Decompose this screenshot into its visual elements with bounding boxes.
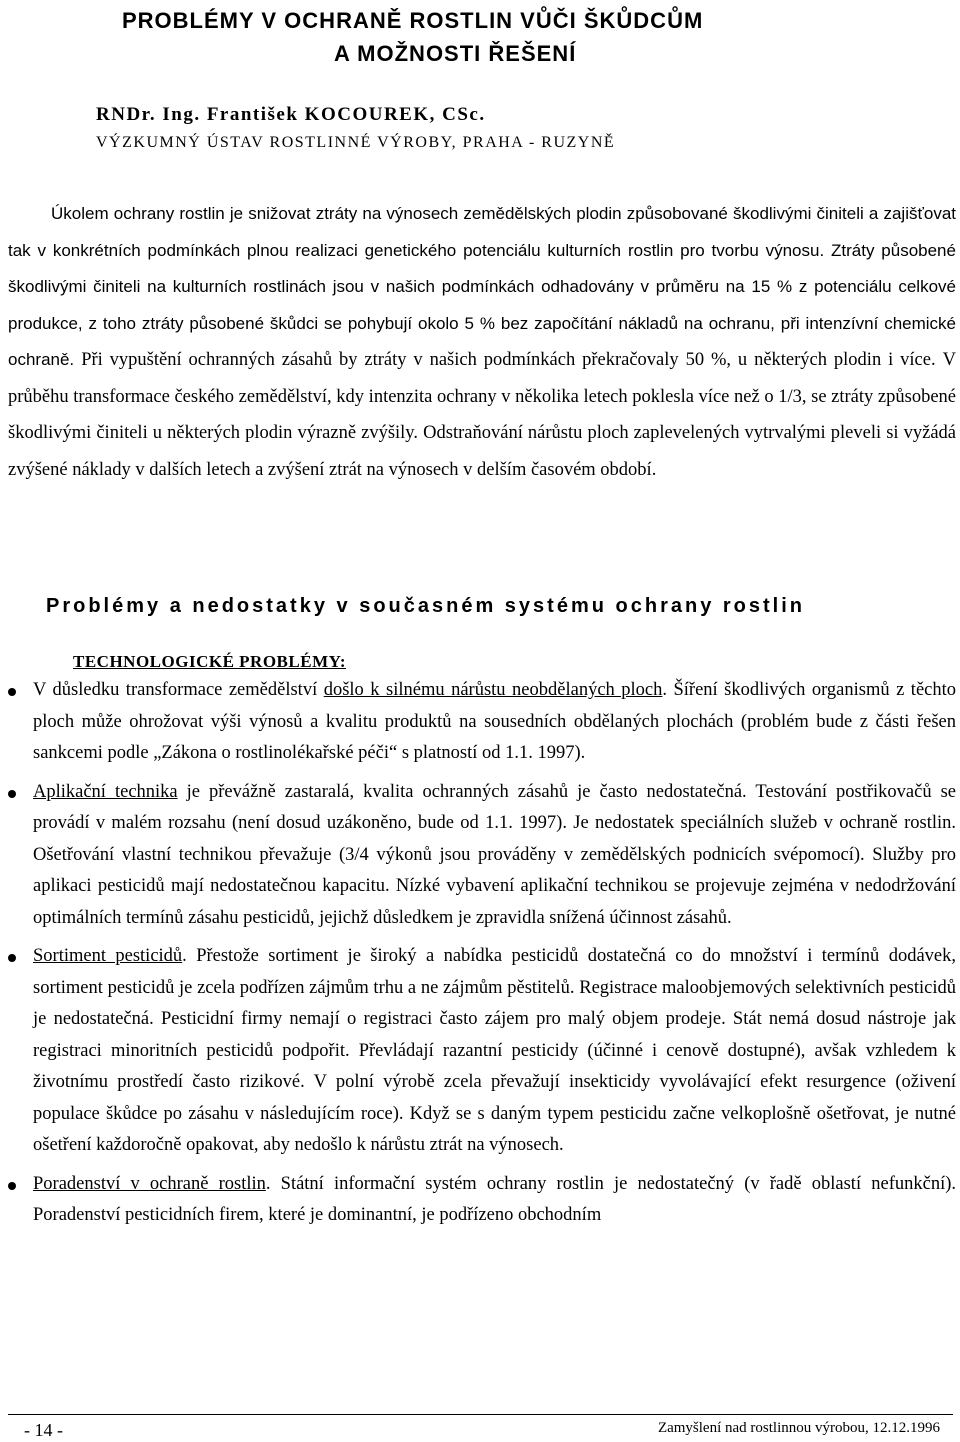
page-number: - 14 - [24, 1420, 63, 1440]
document-title [122, 4, 703, 70]
list-item [0, 675, 960, 770]
list-item-text: V důsledku transformace zemědělství [33, 680, 324, 700]
list-item-text: je převážně zastaralá, kvalita ochranných zásahů je často nedostatečná. Testování postřikovačů se provádí v malém rozsahu (není dosud uzákoněno, bude od 1.1. 1997). Je nedostatek speciálních služeb v ochraně rostlin. Ošetřování vlastní technikou převažuje (3/4 výkonů jsou prováděny v zemědělských podnicích svépomocí). Služby pro aplikaci pesticidů mají nedostatečnou kapacitu. Nízké vybavení aplikační technikou se projevuje zejména v nedodržování optimálních termínů zásahu pesticidů, jejichž důsledkem je zpravidla snížená účinnost zásahů. [33, 781, 957, 928]
list-item-text: . Státní informační systém ochrany rostlin je nedostatečný (v řadě oblastí nefunkční). Poradenství pesticidních firem, které je dominantní, je podřízeno obchodním [33, 1173, 956, 1225]
list-item-underlined: Aplikační technika [33, 781, 178, 802]
intro-part-1: Úkolem ochrany rostlin je snižovat ztráty na výnosech zemědělských plodin způsobované škodlivými činiteli a zajišťovat tak v konkrétních podmínkách plnou realizaci genetického potenciálu kulturních rostlin pro tvorbu výnosu. [8, 204, 956, 260]
bullet-icon [8, 790, 16, 798]
section-heading: Problémy a nedostatky v současném systému ochrany rostlin [46, 595, 805, 617]
footer-divider [8, 1414, 953, 1415]
author-name: RNDr. Ing. František KOCOUREK, CSc. [96, 104, 486, 125]
intro-paragraph [8, 196, 956, 488]
title-line-1: PROBLÉMY V OCHRANĚ ROSTLIN VŮČI ŠKŮDCŮM [122, 8, 704, 33]
author-institute: VÝZKUMNÝ ÚSTAV ROSTLINNÉ VÝROBY, PRAHA - RUZYNĚ [96, 134, 616, 151]
problem-list [0, 675, 960, 1239]
list-item-underlined: Sortiment pesticidů [33, 946, 183, 966]
list-item [0, 777, 960, 935]
list-item [0, 1169, 960, 1232]
list-item-text: . Šíření škodlivých organismů z těchto ploch může ohrožovat výši výnosů a kvalitu produktů na sousedních obdělaných plochách (problém bude z části řešen sankcemi podle „Zákona o rostlinolékařské péči“ s platností od 1.1. 1997). [33, 680, 957, 763]
list-item-text: . Přestože sortiment je široký a nabídka pesticidů dostatečná co do množství i termínů dodávek, sortiment pesticidů je zcela podřízen zájmům trhu a ne zájmům pěstitelů. Registrace maloobjemových selektivních pesticidů je nedostatečná. Pesticidní firmy nemají o registraci často zájem pro malý objem prodeje. Stát nemá dosud nástroje jak registraci minoritních pesticidů podpořit. Převládají razantní pesticidy (účinné i cenově dostupné), avšak vzhledem k životnímu prostředí často rizikové. V polní výrobě zcela převažují insekticidy vyvolávající efekt resurgence (oživení populace škůdce po zásahu v následujícím roce). Když se s daným typem pesticidu začne velkoplošně ošetřovat, je nutné ošetření každoročně opakovat, aby nedošlo k nárůstu ztrát na výnosech. [33, 946, 956, 1155]
intro-part-3: Při vypuštění ochranných zásahů by ztráty v našich podmínkách překračovaly 50 %, u některých plodin i více. [81, 350, 936, 370]
intro-part-4: V průběhu transformace českého zemědělství, kdy intenzita ochrany v několika letech poklesla více než o 1/3, se ztráty způsobené škodlivými činiteli u některých plodin výrazně zvýšily. [8, 350, 956, 443]
bullet-icon [8, 1182, 16, 1190]
intro-part-2: Ztráty působené škodlivými činiteli na kulturních rostlinách jsou v našich podmínkách odhadovány v průměru na 15 % z potenciálu celkové produkce, z toho ztráty působené škůdci se pohybují okolo 5 % bez započítání nákladů na ochranu, při intenzívní chemické ochraně. [8, 240, 956, 369]
list-item [0, 941, 960, 1162]
list-item-underlined: Poradenství v ochraně rostlin [33, 1173, 266, 1194]
title-line-2: A MOŽNOSTI ŘEŠENÍ [334, 41, 577, 66]
intro-part-5: Odstraňování nárůstu ploch zaplevelených vytrvalými pleveli si vyžádá zvýšené náklady v dalších letech a zvýšení ztrát na výnosech v delším časovém období. [8, 423, 956, 480]
bullet-icon [8, 954, 16, 962]
sub-heading: TECHNOLOGICKÉ PROBLÉMY: [73, 652, 346, 671]
footer-source: Zamyšlení nad rostlinnou výrobou, 12.12.1996 [657, 1420, 940, 1436]
list-item-underlined: došlo k silnému nárůstu neobdělaných ploch [323, 680, 663, 700]
bullet-icon [8, 688, 16, 696]
